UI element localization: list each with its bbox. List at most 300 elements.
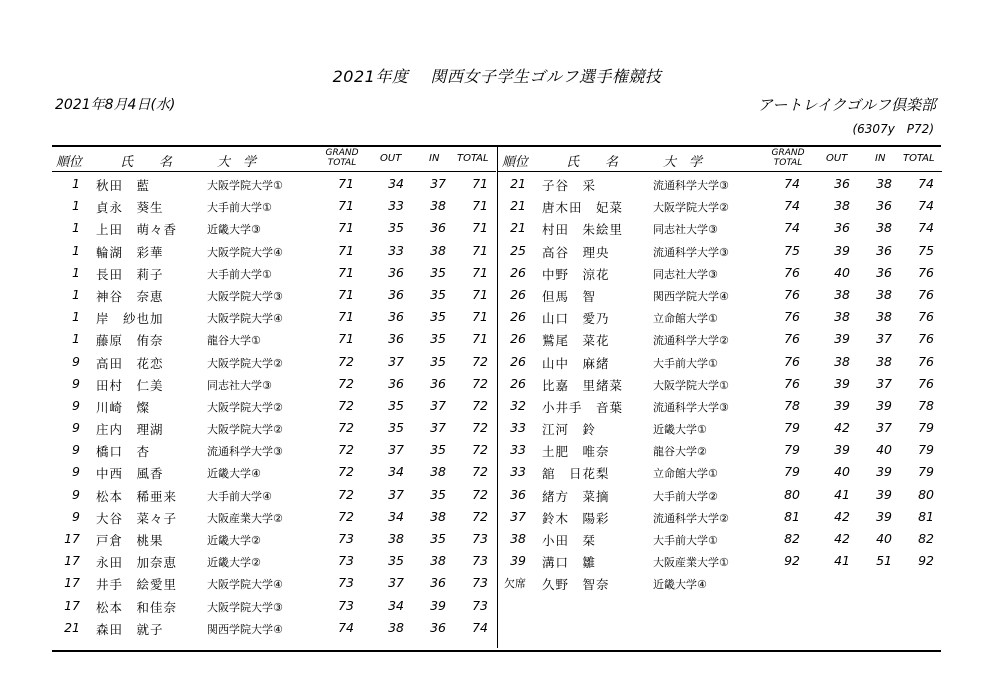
- grand-total-score: 76: [784, 353, 800, 369]
- out-score: 34: [388, 597, 404, 613]
- total-score: 71: [472, 264, 488, 280]
- university: 流通科学大学②: [653, 334, 729, 348]
- table-row: [52, 483, 496, 505]
- rank-cell: 1: [72, 264, 80, 280]
- total-score: 73: [472, 531, 488, 546]
- university: 大阪学院大学②: [207, 356, 283, 370]
- in-score: 39: [876, 397, 892, 413]
- out-score: 35: [388, 420, 404, 436]
- out-score: 36: [388, 375, 404, 391]
- player-name: 緒方 菜摘: [542, 488, 610, 504]
- total-score: 76: [918, 331, 934, 347]
- university: 大手前大学①: [653, 534, 718, 547]
- header-univ: 大 学: [217, 155, 257, 170]
- university: 流通科学大学③: [653, 179, 729, 192]
- player-name: 神谷 奈恵: [96, 288, 164, 304]
- out-score: 42: [834, 531, 850, 546]
- out-score: 36: [388, 331, 404, 347]
- table-row: [498, 372, 942, 394]
- in-score: 37: [430, 420, 446, 436]
- results-left-column: [52, 147, 496, 650]
- player-name: 松本 和佳奈: [96, 599, 178, 615]
- rank-cell: 17: [64, 531, 80, 546]
- total-score: 74: [472, 619, 488, 635]
- table-row: [52, 261, 496, 283]
- event-date: 2021年8月4日(水): [55, 97, 176, 113]
- grand-total-score: 72: [338, 353, 354, 369]
- rank-cell: 9: [72, 442, 80, 458]
- out-score: 36: [388, 309, 404, 325]
- page-title: 2021年度 関西女子学生ゴルフ選手権競技: [332, 67, 662, 86]
- rank-cell: 9: [72, 353, 80, 369]
- university: 大阪学院大学②: [207, 423, 283, 437]
- university: 大手前大学①: [653, 356, 718, 370]
- rank-cell: 17: [64, 575, 80, 591]
- player-name: 小田 栞: [542, 533, 597, 548]
- in-score: 38: [430, 464, 446, 480]
- university: 近畿大学②: [207, 534, 261, 547]
- table-row: [52, 394, 496, 416]
- university: 大阪産業大学①: [653, 556, 729, 570]
- player-name: 溝口 雛: [542, 555, 597, 571]
- table-row: [52, 305, 496, 327]
- total-score: 74: [918, 198, 934, 214]
- in-score: 35: [430, 486, 446, 502]
- grand-total-score: 71: [338, 242, 354, 258]
- in-score: 36: [876, 264, 892, 280]
- player-name: 川崎 燦: [96, 399, 151, 415]
- table-row: [498, 350, 942, 372]
- in-score: 38: [430, 508, 446, 524]
- in-score: 39: [876, 464, 892, 480]
- total-score: 72: [472, 353, 488, 369]
- rank-cell: 26: [510, 375, 526, 391]
- grand-total-score: 73: [338, 553, 354, 569]
- player-name: 森田 就子: [96, 621, 164, 637]
- player-name: 秋田 藍: [96, 178, 151, 193]
- total-score: 74: [918, 220, 934, 236]
- rank-cell: 17: [64, 597, 80, 613]
- university: 同志社大学③: [207, 378, 272, 392]
- total-score: 76: [918, 375, 934, 391]
- out-score: 35: [388, 220, 404, 236]
- in-score: 36: [876, 242, 892, 258]
- in-score: 36: [430, 619, 446, 635]
- rank-cell: 1: [72, 331, 80, 347]
- grand-total-score: 71: [338, 286, 354, 302]
- table-row: [498, 438, 942, 460]
- university: 龍谷大学②: [653, 445, 707, 459]
- player-name: 但馬 智: [542, 288, 597, 304]
- player-name: 江河 鈴: [542, 422, 597, 438]
- out-score: 37: [388, 575, 404, 591]
- player-name: 岸 紗也加: [96, 311, 164, 327]
- university: 大阪学院大学①: [653, 378, 729, 392]
- table-row: [52, 372, 496, 394]
- rank-cell: 37: [510, 508, 526, 524]
- total-score: 73: [472, 553, 488, 569]
- university: 関西学院大学④: [653, 289, 729, 303]
- total-score: 71: [472, 286, 488, 302]
- rank-cell: 21: [64, 619, 80, 635]
- university: 近畿大学①: [653, 423, 707, 437]
- out-score: 34: [388, 176, 404, 191]
- university: 龍谷大学①: [207, 334, 261, 348]
- out-score: 42: [834, 508, 850, 524]
- out-score: 37: [388, 486, 404, 502]
- player-name: 輪湖 彩華: [96, 244, 164, 260]
- out-score: 36: [388, 264, 404, 280]
- grand-total-score: 72: [338, 420, 354, 436]
- in-score: 37: [876, 420, 892, 436]
- out-score: 36: [834, 176, 850, 191]
- player-name: 井手 絵愛里: [96, 577, 178, 593]
- player-name: 唐木田 妃菜: [542, 200, 624, 216]
- player-name: 田村 仁美: [96, 377, 164, 393]
- rank-cell: 26: [510, 264, 526, 280]
- player-name: 小井手 音葉: [542, 399, 624, 415]
- rank-cell: 1: [72, 286, 80, 302]
- table-row: [498, 239, 942, 261]
- total-score: 71: [472, 220, 488, 236]
- table-header: [498, 147, 942, 172]
- grand-total-score: 82: [784, 531, 800, 546]
- total-score: 72: [472, 442, 488, 458]
- out-score: 39: [834, 242, 850, 258]
- player-name: 戸倉 桃果: [96, 533, 164, 548]
- header-name: 氏 名: [120, 155, 173, 170]
- total-score: 71: [472, 198, 488, 214]
- player-name: 比嘉 里緒菜: [542, 377, 624, 393]
- in-score: 38: [876, 309, 892, 325]
- university: 大阪産業大学②: [207, 511, 283, 525]
- table-header: [52, 147, 496, 172]
- table-row: [52, 194, 496, 216]
- player-name: 土肥 唯奈: [542, 444, 610, 460]
- in-score: 37: [430, 176, 446, 191]
- total-score: 75: [918, 242, 934, 258]
- in-score: 38: [430, 198, 446, 214]
- header-total: TOTAL: [903, 153, 935, 164]
- out-score: 38: [834, 353, 850, 369]
- university: 近畿大学④: [207, 467, 261, 481]
- university: 大手前大学①: [207, 201, 272, 215]
- grand-total-score: 73: [338, 597, 354, 613]
- university: 大阪学院大学②: [207, 400, 283, 414]
- in-score: 36: [430, 575, 446, 591]
- out-score: 37: [388, 442, 404, 458]
- university: 大阪学院大学④: [207, 245, 283, 259]
- player-name: 山口 愛乃: [542, 311, 610, 327]
- rank-cell: 1: [72, 220, 80, 236]
- player-name: 永田 加奈恵: [96, 555, 178, 571]
- table-row: [52, 505, 496, 527]
- player-name: 橋口 杏: [96, 444, 151, 460]
- university: 大阪学院大学③: [207, 600, 283, 614]
- rank-cell: 26: [510, 353, 526, 369]
- out-score: 33: [388, 242, 404, 258]
- in-score: 35: [430, 309, 446, 325]
- player-name: 貞永 葵生: [96, 200, 164, 216]
- rank-cell: 36: [510, 486, 526, 502]
- total-score: 82: [918, 531, 934, 546]
- in-score: 37: [430, 397, 446, 413]
- in-score: 38: [430, 553, 446, 569]
- in-score: 39: [876, 486, 892, 502]
- table-row: [498, 394, 942, 416]
- table-row: [52, 416, 496, 438]
- table-row: [52, 527, 496, 549]
- rank-cell: 9: [72, 420, 80, 436]
- out-score: 40: [834, 264, 850, 280]
- total-score: 76: [918, 264, 934, 280]
- in-score: 38: [876, 176, 892, 191]
- in-score: 39: [876, 508, 892, 524]
- total-score: 72: [472, 375, 488, 391]
- in-score: 38: [876, 286, 892, 302]
- rank-cell: 38: [510, 531, 526, 546]
- total-score: 79: [918, 442, 934, 458]
- header-in: IN: [429, 153, 440, 164]
- out-score: 34: [388, 508, 404, 524]
- player-name: 上田 萌々香: [96, 222, 178, 238]
- player-name: 山中 麻緒: [542, 355, 610, 371]
- rank-cell: 9: [72, 397, 80, 413]
- university: 流通科学大学③: [207, 445, 283, 459]
- grand-total-score: 71: [338, 198, 354, 214]
- grand-total-score: 72: [338, 486, 354, 502]
- university: 大阪学院大学②: [653, 201, 729, 215]
- grand-total-score: 76: [784, 309, 800, 325]
- in-score: 37: [876, 331, 892, 347]
- university: 立命館大学①: [653, 312, 718, 326]
- out-score: 41: [834, 553, 850, 569]
- table-row: [52, 327, 496, 349]
- total-score: 76: [918, 309, 934, 325]
- grand-total-score: 74: [784, 198, 800, 214]
- university: 関西学院大学④: [207, 622, 283, 636]
- grand-total-score: 71: [338, 331, 354, 347]
- table-row: [498, 261, 942, 283]
- header-grand-total: GRAND TOTAL: [771, 148, 805, 168]
- rank-cell: 26: [510, 286, 526, 302]
- rank-cell: 26: [510, 331, 526, 347]
- in-score: 35: [430, 331, 446, 347]
- table-row: [52, 172, 496, 194]
- rank-cell: 33: [510, 442, 526, 458]
- total-score: 79: [918, 420, 934, 436]
- table-row: [52, 216, 496, 238]
- header-out: OUT: [826, 153, 848, 164]
- table-row: [52, 549, 496, 571]
- player-name: 松本 稀亜来: [96, 488, 178, 504]
- table-row: [52, 438, 496, 460]
- total-score: 72: [472, 420, 488, 436]
- header-rank: 順位: [56, 155, 83, 170]
- grand-total-score: 79: [784, 442, 800, 458]
- total-score: 74: [918, 176, 934, 191]
- grand-total-score: 78: [784, 397, 800, 413]
- out-score: 39: [834, 442, 850, 458]
- total-score: 72: [472, 397, 488, 413]
- grand-total-score: 71: [338, 309, 354, 325]
- results-table: [52, 145, 941, 652]
- table-row: [498, 483, 942, 505]
- rank-cell: 32: [510, 397, 526, 413]
- grand-total-score: 73: [338, 575, 354, 591]
- out-score: 42: [834, 420, 850, 436]
- table-row: [498, 305, 942, 327]
- rank-cell: 9: [72, 486, 80, 502]
- out-score: 39: [834, 375, 850, 391]
- in-score: 37: [876, 375, 892, 391]
- out-score: 34: [388, 464, 404, 480]
- university: 立命館大学①: [653, 467, 718, 481]
- in-score: 35: [430, 442, 446, 458]
- grand-total-score: 71: [338, 176, 354, 191]
- university: 大手前大学②: [653, 489, 718, 503]
- university: 近畿大学③: [207, 223, 261, 237]
- rank-cell: 1: [72, 309, 80, 325]
- rank-cell: 21: [510, 176, 526, 191]
- out-score: 37: [388, 353, 404, 369]
- grand-total-score: 81: [784, 508, 800, 524]
- total-score: 92: [918, 553, 934, 569]
- rank-cell: 1: [72, 242, 80, 258]
- in-score: 36: [430, 220, 446, 236]
- out-score: 35: [388, 553, 404, 569]
- grand-total-score: 75: [784, 242, 800, 258]
- grand-total-score: 79: [784, 420, 800, 436]
- table-row: [498, 416, 942, 438]
- in-score: 40: [876, 442, 892, 458]
- rank-cell: 39: [510, 553, 526, 569]
- university: 大手前大学①: [207, 267, 272, 281]
- total-score: 76: [918, 353, 934, 369]
- rank-cell: 25: [510, 242, 526, 258]
- results-right-column: [497, 147, 942, 648]
- table-row: [52, 460, 496, 482]
- player-name: 中野 涼花: [542, 266, 610, 282]
- player-name: 舘 日花梨: [542, 466, 610, 482]
- out-score: 41: [834, 486, 850, 502]
- total-score: 78: [918, 397, 934, 413]
- rank-cell: 1: [72, 176, 80, 191]
- player-name: 高谷 理央: [542, 244, 610, 260]
- grand-total-score: 76: [784, 331, 800, 347]
- table-row: [498, 549, 942, 571]
- total-score: 73: [472, 597, 488, 613]
- table-row: [498, 194, 942, 216]
- header-univ: 大 学: [663, 155, 703, 170]
- in-score: 35: [430, 353, 446, 369]
- in-score: 38: [876, 353, 892, 369]
- table-row: [52, 350, 496, 372]
- in-score: 38: [430, 242, 446, 258]
- university: 同志社大学③: [653, 223, 718, 237]
- university: 流通科学大学③: [653, 400, 729, 414]
- grand-total-score: 79: [784, 464, 800, 480]
- table-row: [52, 594, 496, 616]
- grand-total-score: 74: [338, 619, 354, 635]
- out-score: 38: [834, 309, 850, 325]
- university: 大阪学院大学③: [207, 289, 283, 303]
- in-score: 39: [430, 597, 446, 613]
- grand-total-score: 74: [784, 176, 800, 191]
- total-score: 72: [472, 508, 488, 524]
- university: 大手前大学④: [207, 489, 272, 503]
- in-score: 35: [430, 531, 446, 546]
- total-score: 71: [472, 176, 488, 191]
- in-score: 38: [876, 220, 892, 236]
- rank-cell: 33: [510, 464, 526, 480]
- rank-cell: 9: [72, 375, 80, 391]
- table-row: [498, 216, 942, 238]
- grand-total-score: 76: [784, 264, 800, 280]
- total-score: 79: [918, 464, 934, 480]
- grand-total-score: 72: [338, 397, 354, 413]
- table-row: [52, 616, 496, 638]
- total-score: 81: [918, 508, 934, 524]
- player-name: 久野 智奈: [542, 577, 610, 593]
- table-row: [498, 571, 942, 593]
- player-name: 鷲尾 菜花: [542, 333, 610, 349]
- player-name: 中西 風香: [96, 466, 164, 482]
- header-total: TOTAL: [457, 153, 489, 164]
- rank-cell: 欠席: [504, 577, 526, 591]
- out-score: 38: [388, 531, 404, 546]
- grand-total-score: 72: [338, 375, 354, 391]
- out-score: 38: [834, 198, 850, 214]
- rank-cell: 1: [72, 198, 80, 214]
- header-in: IN: [875, 153, 886, 164]
- table-row: [498, 527, 942, 549]
- player-name: 高田 花恋: [96, 355, 164, 371]
- total-score: 71: [472, 242, 488, 258]
- university: 流通科学大学③: [653, 245, 729, 259]
- university: 大阪学院大学④: [207, 578, 283, 592]
- total-score: 71: [472, 309, 488, 325]
- player-name: 村田 朱絵里: [542, 222, 624, 238]
- grand-total-score: 80: [784, 486, 800, 502]
- in-score: 40: [876, 531, 892, 546]
- table-row: [498, 460, 942, 482]
- grand-total-score: 71: [338, 264, 354, 280]
- player-name: 子谷 采: [542, 178, 597, 193]
- university: 大阪学院大学④: [207, 312, 283, 326]
- out-score: 36: [388, 286, 404, 302]
- university: 同志社大学③: [653, 267, 718, 281]
- table-row: [498, 283, 942, 305]
- grand-total-score: 73: [338, 531, 354, 546]
- table-row: [498, 505, 942, 527]
- grand-total-score: 92: [784, 553, 800, 569]
- grand-total-score: 76: [784, 375, 800, 391]
- grand-total-score: 72: [338, 508, 354, 524]
- grand-total-score: 72: [338, 464, 354, 480]
- university: 大阪学院大学①: [207, 179, 283, 192]
- total-score: 72: [472, 486, 488, 502]
- grand-total-score: 76: [784, 286, 800, 302]
- rank-cell: 17: [64, 553, 80, 569]
- rank-cell: 9: [72, 508, 80, 524]
- player-name: 庄内 理湖: [96, 422, 164, 438]
- table-row: [498, 172, 942, 194]
- out-score: 39: [834, 331, 850, 347]
- total-score: 72: [472, 464, 488, 480]
- out-score: 38: [834, 286, 850, 302]
- header-out: OUT: [380, 153, 402, 164]
